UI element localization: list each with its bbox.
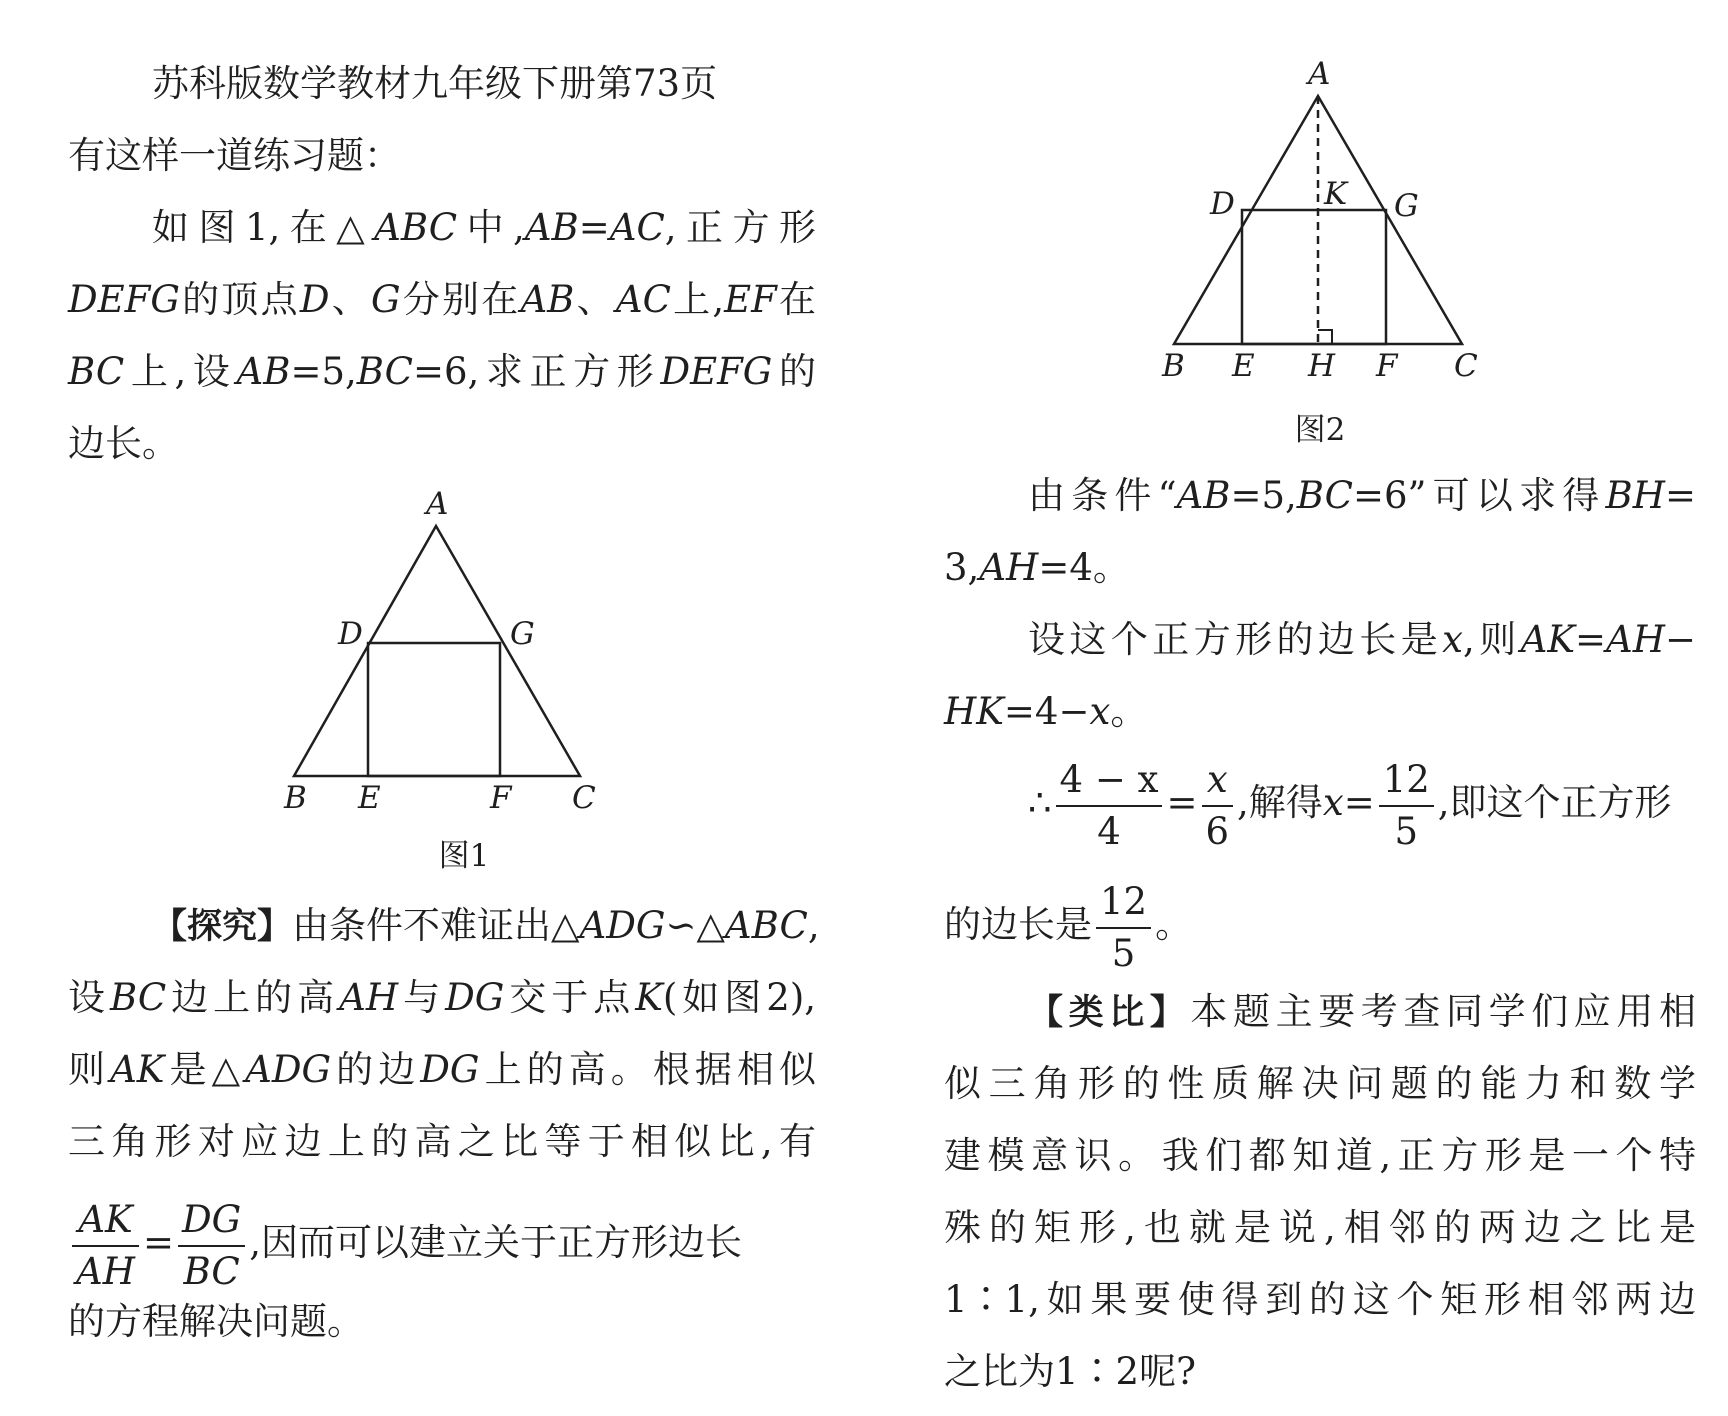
math-x: x — [1089, 690, 1111, 733]
math-bc: BC — [356, 350, 413, 393]
t: 。 — [1110, 690, 1148, 733]
label-d: D — [338, 616, 363, 652]
t: 则 — [68, 1048, 111, 1091]
solve-line-4 — [944, 676, 1696, 748]
analogy-line-1 — [944, 976, 1696, 1048]
analogy-line-2 — [944, 1048, 1696, 1120]
solve-line-2 — [944, 532, 1696, 604]
math-adg: ADG — [579, 904, 666, 947]
frac-den: 4 — [1097, 809, 1121, 853]
problem-line-3 — [68, 336, 816, 408]
figure-1 — [278, 486, 678, 826]
t: ,因而可以建立关于正方形边长 — [249, 1221, 743, 1264]
label-e: E — [1232, 348, 1255, 384]
t: 。 — [1155, 903, 1193, 946]
math-abc: ABC — [374, 206, 458, 249]
figure-2-caption: 图2 — [1294, 412, 1346, 448]
math-ac: AC — [615, 278, 671, 321]
label-f: F — [490, 780, 512, 816]
square-defg — [1242, 210, 1386, 344]
t: 设这个正方形的边长是 — [1028, 618, 1443, 661]
fraction-12-over-5-answer — [1096, 877, 1151, 979]
explore-heading: 【探究】 — [152, 907, 293, 947]
label-c: C — [1454, 348, 1478, 384]
fraction-dg-bc — [178, 1195, 245, 1297]
t: 交于点 — [504, 976, 636, 1019]
t: = — [1166, 781, 1198, 824]
t: 上的高。根据相似 — [479, 1048, 817, 1091]
t: 上,设 — [124, 350, 237, 393]
frac-num: x — [1202, 755, 1234, 807]
problem-line-4 — [68, 408, 816, 480]
t: 设 — [68, 976, 110, 1019]
math-hk: HK — [944, 690, 1004, 733]
analogy-line-3 — [944, 1120, 1696, 1192]
explore-line-6 — [68, 1286, 816, 1358]
math-bc: BC — [68, 350, 125, 393]
math-ah: AH — [979, 546, 1039, 589]
t: 中, — [457, 206, 525, 249]
frac-num: 12 — [1096, 877, 1151, 929]
t: 与 — [398, 976, 446, 1019]
label-h: H — [1308, 348, 1336, 384]
frac-num: AK — [72, 1195, 139, 1247]
t: ,即这个正方形 — [1437, 781, 1672, 824]
label-e: E — [358, 780, 381, 816]
t: 在 — [776, 278, 817, 321]
t: 由条件不难证出△ — [292, 904, 580, 947]
math-ab: AB — [236, 350, 291, 393]
t: 1∶1,如果要使得到的这个矩形相邻两边 — [944, 1278, 1696, 1321]
t: 、 — [329, 278, 371, 321]
t: = — [143, 1221, 175, 1264]
t: =5, — [290, 350, 357, 393]
math-abc: ABC — [724, 904, 808, 947]
math-ab: AB — [524, 206, 579, 249]
fraction-x-over-6 — [1202, 755, 1234, 857]
label-b: B — [1162, 348, 1185, 384]
t: 边上的高 — [166, 976, 340, 1019]
t: 的 — [772, 350, 816, 393]
label-g: G — [510, 616, 535, 652]
t: ∽△ — [665, 904, 725, 947]
t: ,解得 — [1237, 781, 1323, 824]
solve-line-5 — [944, 748, 1696, 858]
triangle-abc — [294, 526, 580, 776]
t: 殊的矩形,也就是说,相邻的两边之比是 — [944, 1206, 1696, 1249]
t: 的方程解决问题。 — [68, 1300, 364, 1343]
t: 建模意识。我们都知道,正方形是一个特 — [944, 1134, 1696, 1177]
label-d: D — [1210, 186, 1235, 222]
figure-2 — [1094, 48, 1544, 388]
math-dg: DG — [445, 976, 505, 1019]
t: =4− — [1003, 690, 1090, 733]
analogy-heading: 【类比】 — [1028, 993, 1191, 1033]
explore-line-5 — [68, 1188, 816, 1298]
math-ac: AC — [609, 206, 665, 249]
t: − — [1665, 618, 1697, 661]
t: 似三角形的性质解决问题的能力和数学 — [944, 1062, 1696, 1105]
math-ef: EF — [724, 278, 777, 321]
intro-line-2 — [68, 120, 816, 192]
label-k: K — [1324, 176, 1348, 212]
problem-line-1 — [68, 192, 816, 264]
therefore-symbol: ∴ — [1028, 781, 1052, 824]
problem-line-2 — [68, 264, 816, 336]
solve-line-1 — [944, 460, 1696, 532]
math-ab: AB — [520, 278, 575, 321]
t: = — [1343, 781, 1375, 824]
t: 之比为1∶2呢? — [944, 1350, 1196, 1393]
intro-text-1: 苏科版数学教材九年级下册第73页 — [152, 62, 718, 105]
t: 边长。 — [68, 422, 179, 465]
frac-num: 4 − x — [1056, 755, 1163, 807]
t: 、 — [574, 278, 616, 321]
math-defg: DEFG — [660, 350, 773, 393]
t: =6,求正方形 — [412, 350, 661, 393]
label-c: C — [572, 780, 596, 816]
math-adg: ADG — [245, 1048, 332, 1091]
math-defg: DEFG — [68, 278, 180, 321]
explore-line-3 — [68, 1034, 816, 1106]
math-dg: DG — [420, 1048, 480, 1091]
t: 是△ — [164, 1048, 246, 1091]
t: 三角形对应边上的高之比等于相似比,有 — [68, 1120, 816, 1163]
label-g: G — [1394, 188, 1419, 224]
label-b: B — [284, 780, 307, 816]
fraction-4-minus-x-over-4 — [1056, 755, 1163, 857]
t: = — [1664, 474, 1696, 517]
solve-line-3 — [944, 604, 1696, 676]
t: 上, — [670, 278, 725, 321]
t: = — [1574, 618, 1606, 661]
t: 本题主要考查同学们应用相 — [1190, 990, 1696, 1033]
intro-line-1 — [68, 48, 816, 120]
math-bc: BC — [109, 976, 167, 1019]
frac-den: AH — [76, 1249, 135, 1293]
math-bc: BC — [1296, 474, 1353, 517]
frac-den: 5 — [1111, 931, 1136, 975]
fraction-12-over-5 — [1379, 755, 1434, 857]
t: , — [807, 904, 820, 947]
frac-num: 12 — [1379, 755, 1434, 807]
t: 的顶点 — [179, 278, 300, 321]
math-ak: AK — [1520, 618, 1575, 661]
frac-num: DG — [178, 1195, 245, 1247]
math-d: D — [299, 278, 330, 321]
frac-den: 6 — [1205, 809, 1230, 853]
math-g: G — [370, 278, 401, 321]
explore-line-4 — [68, 1106, 816, 1178]
math-ah: AH — [1606, 618, 1665, 661]
t: = — [578, 206, 610, 249]
analogy-line-4 — [944, 1192, 1696, 1264]
t: 如图1,在△ — [152, 206, 375, 249]
explore-line-2 — [68, 962, 816, 1034]
math-k: K — [635, 976, 663, 1019]
explore-line-1 — [68, 890, 820, 962]
t: 的边 — [331, 1048, 421, 1091]
fraction-ak-ah — [72, 1195, 139, 1297]
t: =4。 — [1038, 546, 1130, 589]
t: (如图2), — [662, 976, 817, 1019]
frac-den: 5 — [1394, 809, 1419, 853]
analogy-line-5 — [944, 1264, 1696, 1336]
math-bh: BH — [1605, 474, 1665, 517]
t: 由条件“ — [1028, 474, 1177, 517]
figure-1-caption: 图1 — [438, 838, 490, 874]
t: 的边长是 — [944, 903, 1092, 946]
math-ah: AH — [339, 976, 399, 1019]
intro-text-2: 有这样一道练习题： — [68, 134, 401, 177]
label-a: A — [1308, 56, 1331, 92]
math-x: x — [1322, 781, 1344, 824]
t: 3, — [944, 546, 980, 589]
t: ,则 — [1463, 618, 1521, 661]
t: =5, — [1230, 474, 1297, 517]
t: ,正方形 — [664, 206, 817, 249]
math-ak: AK — [110, 1048, 165, 1091]
t: =6”可以求得 — [1352, 474, 1606, 517]
math-x: x — [1442, 618, 1464, 661]
analogy-line-6 — [944, 1336, 1696, 1408]
right-angle-mark — [1318, 330, 1332, 344]
label-f: F — [1376, 348, 1398, 384]
frac-den: BC — [183, 1249, 240, 1293]
square-defg — [368, 643, 500, 776]
t: 分别在 — [400, 278, 521, 321]
label-a: A — [426, 486, 449, 522]
solve-line-6 — [944, 870, 1696, 980]
math-ab: AB — [1176, 474, 1231, 517]
